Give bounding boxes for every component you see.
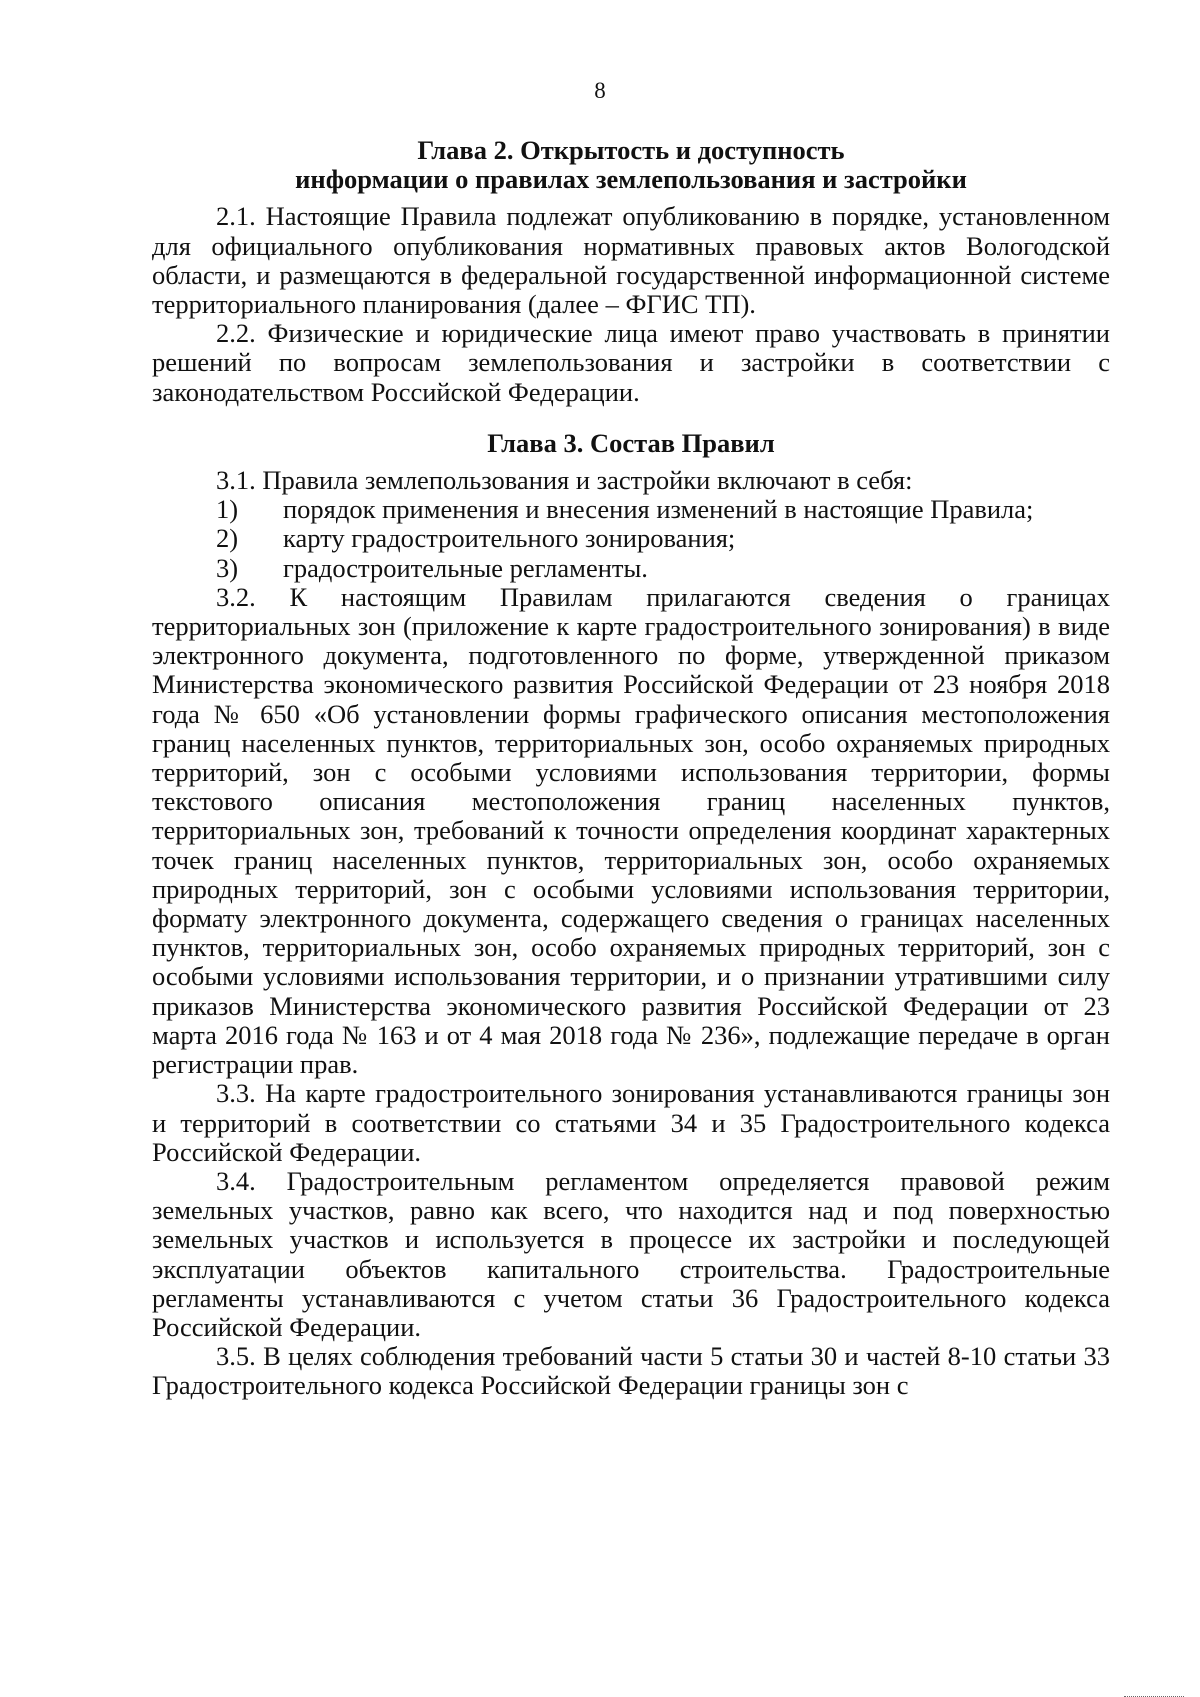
chapter-2-heading-line-2: информации о правилах землепользования и застройки xyxy=(295,164,967,195)
paragraph-3-2: 3.2. К настоящим Правилам прилагаются сведения о границах территориальных зон (приложение к карте градостроительного зонирования) в виде электронного документа, подготовленного по форме, утвержденной приказом Министерства экономического развития Российской Федерации от 23 ноября 2018 года № 650 «Об установлении формы графического описания местоположения границ населенных пунктов, территориальных зон, особо охраняемых природных территорий, зон с особыми условиями использования территории, формы текстового описания местоположения границ населенных пунктов, территориальных зон, требований к точности определения координат характерных точек границ населенных пунктов, территориальных зон, особо охраняемых природных территорий, зон с особыми условиями использования территории, формату электронного документа, содержащего сведения о границах населенных пунктов, территориальных зон, особо охраняемых природных территорий, зон с особыми условиями использования территории, и о признании утратившими силу приказов Министерства экономического развития Российской Федерации от 23 марта 2016 года № 163 и от 4 мая 2018 года № 236», подлежащие передаче в орган регистрации прав. xyxy=(152,581,1110,1080)
page-number: 8 xyxy=(594,78,606,103)
list-item-number: 2) xyxy=(216,523,239,554)
list-item-text: порядок применения и внесения изменений в настоящие Правила; xyxy=(283,494,1034,525)
paragraph-2-2: 2.2. Физические и юридические лица имеют право участвовать в принятии решений по вопросам землепользования и застройки в соответствии с законодательством Российской Федерации. xyxy=(152,318,1110,407)
paragraph-2-1: 2.1. Настоящие Правила подлежат опубликованию в порядке, установленном для официального опубликования нормативных правовых актов Вологодской области, и размещаются в федеральной государственной информационной системе территориального планирования (далее – ФГИС ТП). xyxy=(152,201,1110,320)
paragraph-3-1: 3.1. Правила землепользования и застройки включают в себя: xyxy=(216,465,913,496)
paragraph-3-4: 3.4. Градостроительным регламентом определяется правовой режим земельных участков, равно как всего, что находится над и под поверхностью земельных участков и используется в процессе их застройки и последующей эксплуатации объектов капитального строительства. Градостроительные регламенты устанавливаются с учетом статьи 36 Градостроительного кодекса Российской Федерации. xyxy=(152,1165,1110,1342)
list-item-number: 1) xyxy=(216,494,239,525)
chapter-2-heading xyxy=(152,136,1110,194)
chapter-3-heading: Глава 3. Состав Правил xyxy=(487,427,775,458)
paragraph-3-3: 3.3. На карте градостроительного зонирования устанавливаются границы зон и территорий в соответствии со статьями 34 и 35 Градостроительного кодекса Российской Федерации. xyxy=(152,1078,1110,1167)
document-body xyxy=(152,136,1110,1401)
list-item xyxy=(152,495,1110,524)
scan-artifact xyxy=(1124,1686,1184,1697)
list-item xyxy=(152,554,1110,583)
chapter-2-heading-line-1: Глава 2. Открытость и доступность xyxy=(417,135,845,165)
paragraph-3-5: 3.5. В целях соблюдения требований части 5 статьи 30 и частей 8-10 статьи 33 Градостроительного кодекса Российской Федерации границы зон с xyxy=(152,1341,1110,1401)
list-item-text: карту градостроительного зонирования; xyxy=(283,523,736,554)
list-item-text: градостроительные регламенты. xyxy=(283,552,648,583)
list-item xyxy=(152,524,1110,553)
list-item-number: 3) xyxy=(216,552,239,583)
